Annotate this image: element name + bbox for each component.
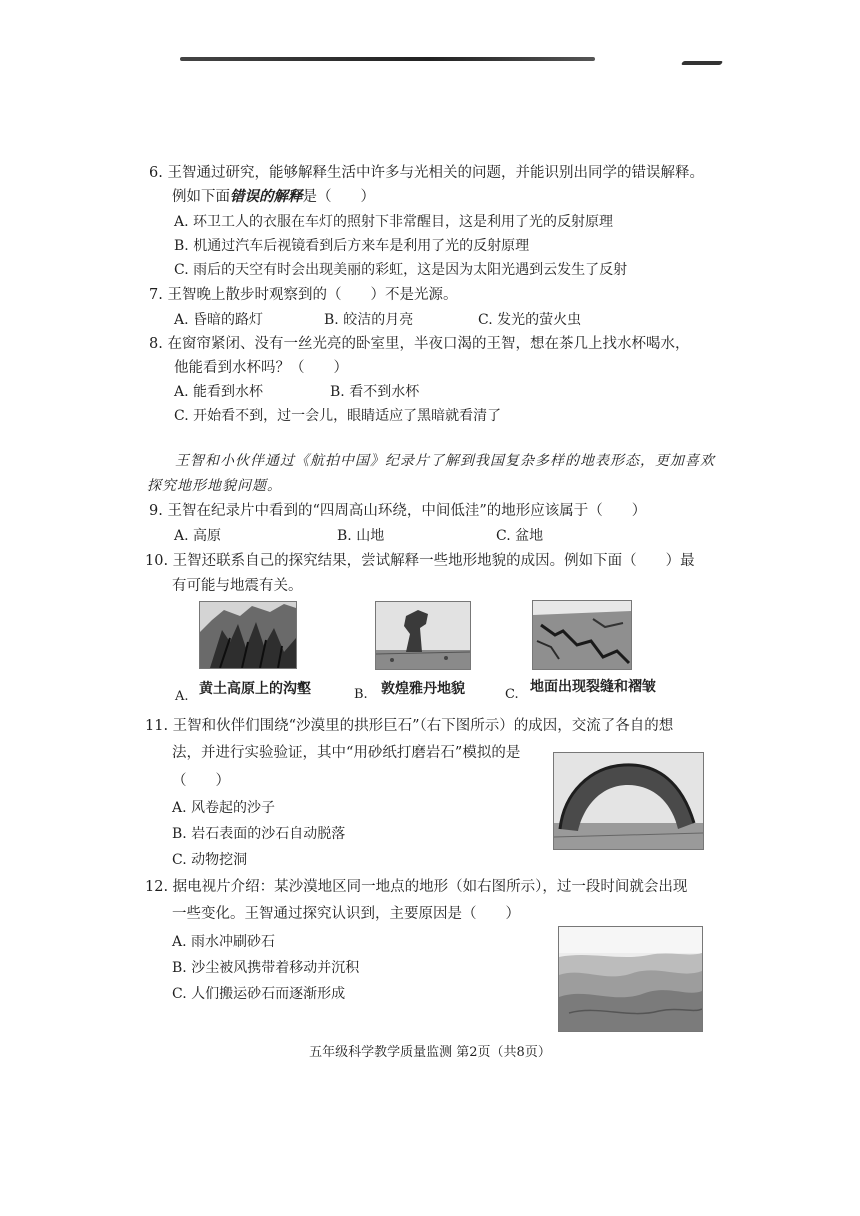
q6-option-c[interactable]: C. 雨后的天空有时会出现美丽的彩虹，这是因为太阳光遇到云发生了反射 <box>174 262 628 278</box>
section-intro-line1: 王智和小伙伴通过《航拍中国》纪录片了解到我国复杂多样的地表形态，更加喜欢 <box>175 453 715 469</box>
q12-option-c[interactable]: C. 人们搬运砂石而逐渐形成 <box>172 986 346 1002</box>
q8-option-b[interactable]: B. 看不到水杯 <box>330 384 420 400</box>
q10-option-c-caption[interactable]: 地面出现裂缝和褶皱 <box>530 679 656 695</box>
q12-option-b[interactable]: B. 沙尘被风携带着移动并沉积 <box>172 960 360 976</box>
q12-stem-line1: 12. 据电视片介绍：某沙漠地区同一地点的地形（如右图所示），过一段时间就会出现 <box>145 879 688 895</box>
q7-option-b[interactable]: B. 皎洁的月亮 <box>324 312 414 328</box>
q6-option-a[interactable]: A. 环卫工人的衣服在车灯的照射下非常醒目，这是利用了光的反射原理 <box>174 214 614 230</box>
yardang-landform-photo <box>375 601 471 670</box>
q6-stem-prefix: 例如下面 <box>172 189 230 205</box>
q6-option-b[interactable]: B. 机通过汽车后视镜看到后方来车是利用了光的反射原理 <box>174 238 530 254</box>
q10-stem-line1: 10. 王智还联系自己的探究结果，尝试解释一些地形地貌的成因。例如下面（ ）最 <box>145 553 695 569</box>
q11-answer-blank[interactable]: （ ） <box>172 773 230 789</box>
q11-stem-line1: 11. 王智和伙伴们围绕“沙漠里的拱形巨石”（右下图所示）的成因，交流了各自的想 <box>145 718 674 734</box>
q7-option-a[interactable]: A. 昏暗的路灯 <box>174 312 264 328</box>
q11-option-c[interactable]: C. 动物挖洞 <box>172 852 248 868</box>
q9-option-b[interactable]: B. 山地 <box>337 528 385 544</box>
q11-stem-line2: 法，并进行实验验证，其中“用砂纸打磨岩石”模拟的是 <box>172 745 521 761</box>
q9-option-a[interactable]: A. 高原 <box>174 528 222 544</box>
q10-option-a-letter[interactable]: A. <box>175 689 189 704</box>
q11-option-a[interactable]: A. 风卷起的沙子 <box>172 800 276 816</box>
q10-option-b-caption[interactable]: 敦煌雅丹地貌 <box>381 681 465 697</box>
q11-option-b[interactable]: B. 岩石表面的沙石自动脱落 <box>172 826 346 842</box>
scan-artifact-line <box>180 57 595 61</box>
desert-dunes-photo <box>558 926 703 1032</box>
loess-gully-photo <box>199 601 297 669</box>
ground-crack-photo <box>532 600 632 670</box>
q9-option-c[interactable]: C. 盆地 <box>496 528 544 544</box>
q12-stem-line2: 一些变化。王智通过探究认识到，主要原因是（ ） <box>172 906 520 922</box>
q6-emphasis: 错误的解释 <box>230 188 303 205</box>
q8-stem-line2: 他能看到水杯吗？（ ） <box>174 360 348 376</box>
q10-stem-line2: 有可能与地震有关。 <box>172 578 303 594</box>
scan-artifact-mark <box>681 61 723 65</box>
q6-stem-line1: 6. 王智通过研究，能够解释生活中许多与光相关的问题，并能识别出同学的错误解释。 <box>149 165 704 181</box>
q7-option-c[interactable]: C. 发光的萤火虫 <box>478 312 582 328</box>
q6-stem-line2 <box>172 186 375 208</box>
q10-option-c-letter[interactable]: C. <box>505 687 519 702</box>
desert-arch-rock-photo <box>553 752 704 850</box>
q8-stem-line1: 8. 在窗帘紧闭、没有一丝光亮的卧室里，半夜口渴的王智，想在茶几上找水杯喝水， <box>149 336 690 352</box>
page-footer: 五年级科学教学质量监测 第2页（共8页） <box>309 1045 551 1060</box>
q12-option-a[interactable]: A. 雨水冲刷砂石 <box>172 934 276 950</box>
q10-option-a-caption[interactable]: 黄土高原上的沟壑 <box>199 681 311 697</box>
q8-option-c[interactable]: C. 开始看不到，过一会儿，眼睛适应了黑暗就看清了 <box>174 408 502 424</box>
q8-option-a[interactable]: A. 能看到水杯 <box>174 384 264 400</box>
q7-stem: 7. 王智晚上散步时观察到的（ ）不是光源。 <box>149 287 458 303</box>
q6-stem-suffix: 是（ ） <box>302 189 375 205</box>
section-intro-line2: 探究地形地貌问题。 <box>147 478 282 494</box>
q10-option-b-letter[interactable]: B. <box>354 687 368 702</box>
q9-stem: 9. 王智在纪录片中看到的“四周高山环绕，中间低洼”的地形应该属于（ ） <box>149 503 647 519</box>
